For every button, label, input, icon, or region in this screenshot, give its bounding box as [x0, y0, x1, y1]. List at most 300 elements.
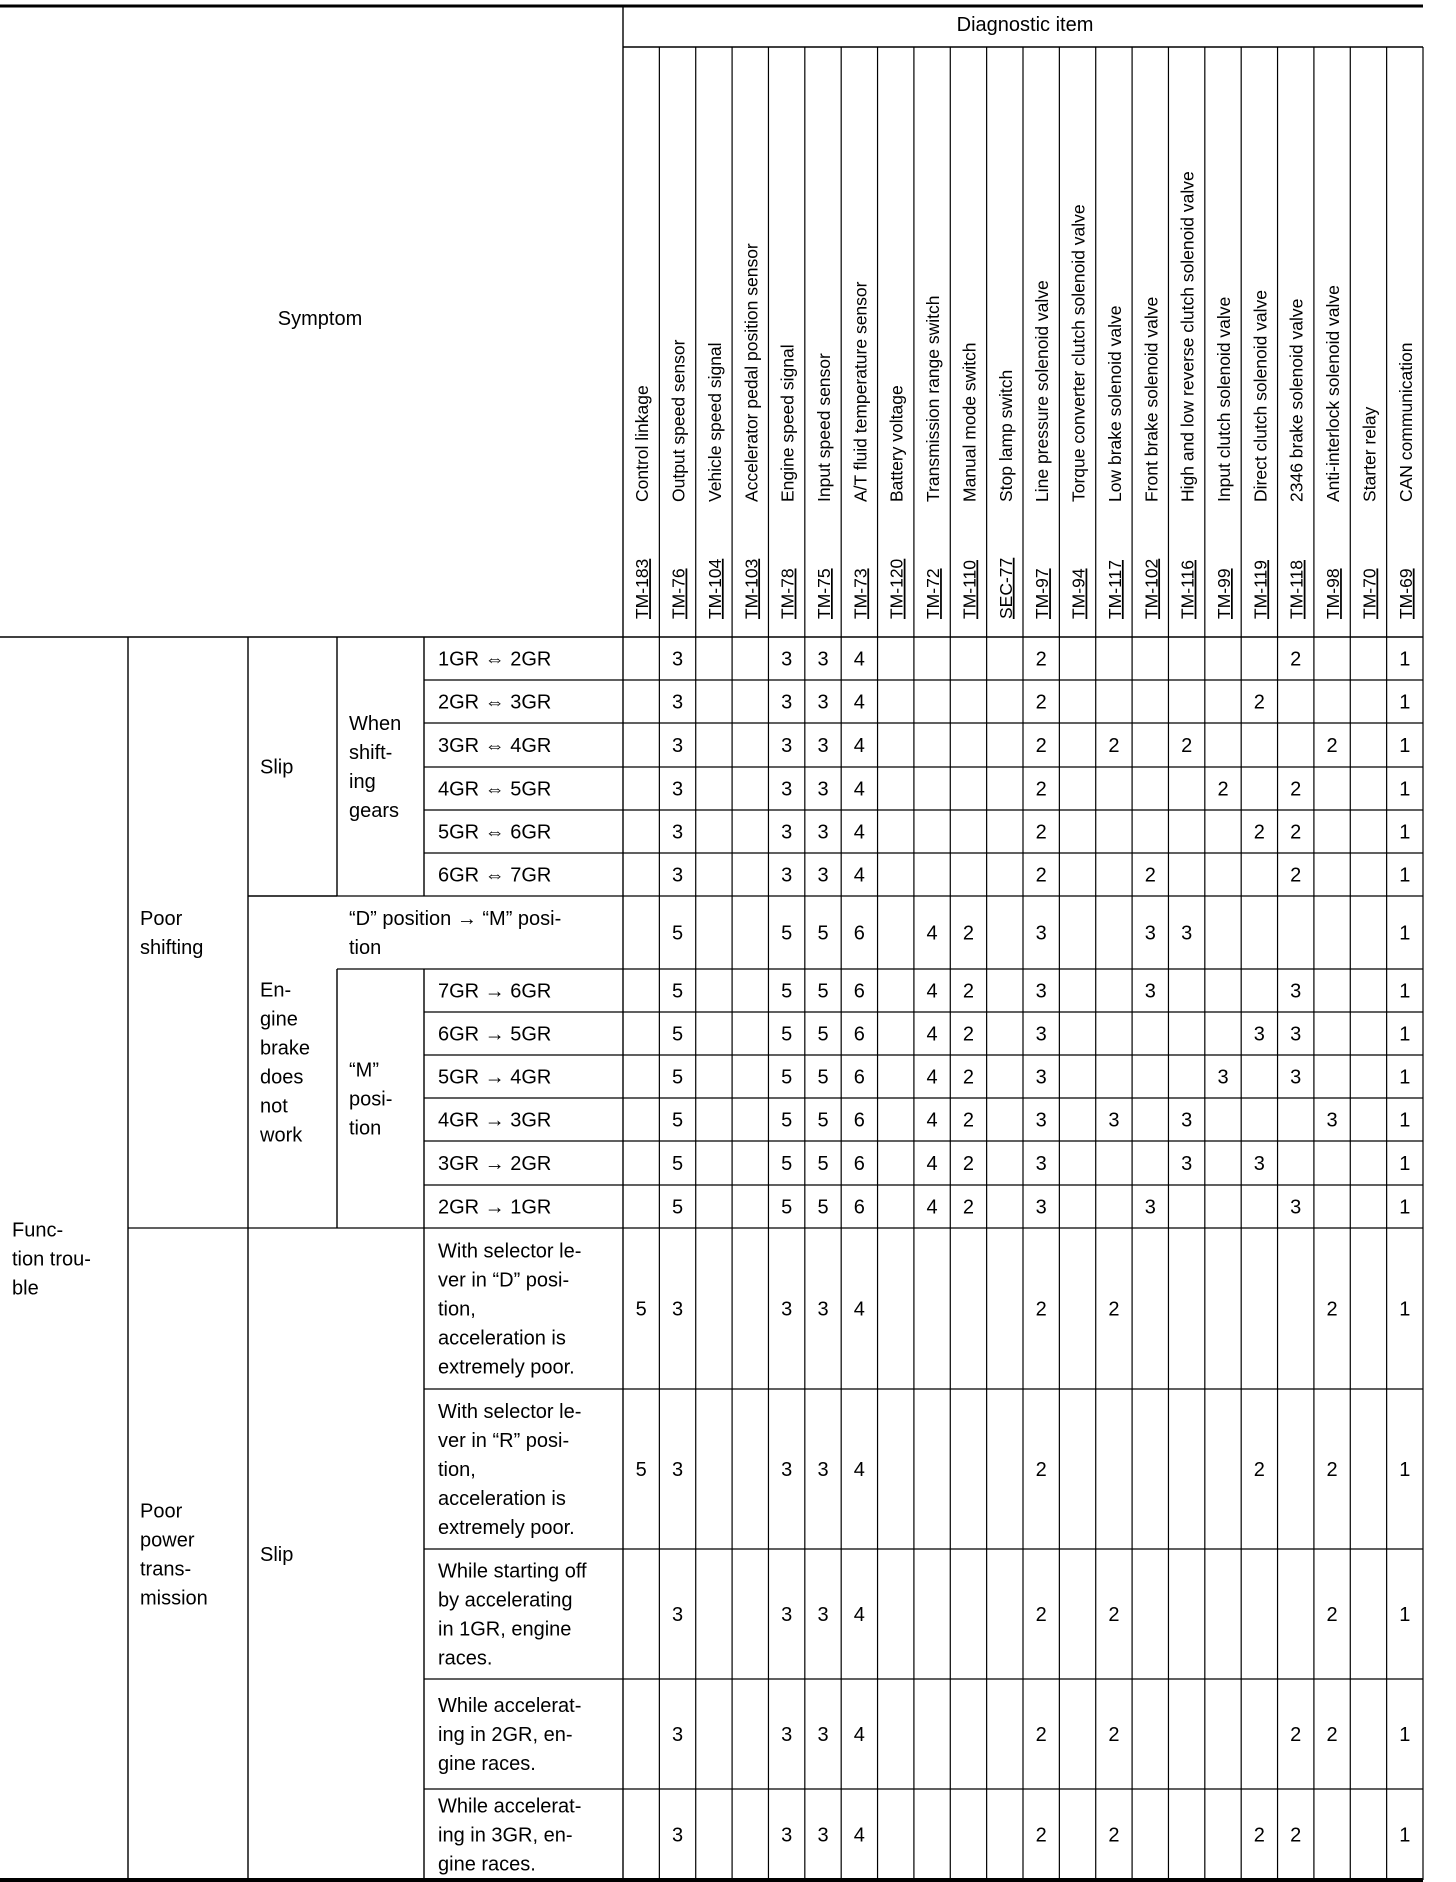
- cell-value: 5: [671, 980, 684, 1003]
- cell-value: 1: [1399, 1196, 1411, 1219]
- cell-value: 5: [817, 1066, 829, 1089]
- table-row: [438, 1695, 1410, 1775]
- cell-value: 3: [671, 1298, 684, 1321]
- cell-value: 3: [1035, 1109, 1047, 1132]
- column-name: Engine speed signal: [777, 344, 798, 502]
- table-row: [438, 692, 1410, 714]
- cell-value: 3: [817, 648, 829, 671]
- table-header: [278, 14, 1416, 619]
- cell-value: 3: [781, 778, 793, 801]
- cell-value: 5: [635, 1459, 647, 1481]
- cell-value: 3: [817, 691, 829, 714]
- symptom-group-line: ing: [349, 771, 376, 793]
- row-symptom-label: 5GR ⇔ 6GR: [438, 821, 552, 844]
- row-symptom-label: 3GR → 2GR: [438, 1153, 552, 1175]
- symptom-group-level-4: [349, 713, 401, 822]
- column-headers: [632, 171, 1416, 619]
- cell-value: 3: [1035, 1196, 1047, 1219]
- cell-value: 2: [1035, 1298, 1047, 1321]
- symptom-group-line: When: [349, 713, 402, 735]
- cell-value: 5: [671, 1196, 684, 1219]
- symptom-group-line: mission: [140, 1587, 208, 1610]
- cell-value: 2: [1035, 1724, 1047, 1746]
- cell-value: 2: [1035, 735, 1047, 757]
- column-name: Front brake solenoid valve: [1141, 296, 1162, 502]
- row-symptom-label: ing in 2GR, en-: [438, 1724, 573, 1746]
- row-symptom-label: 1GR ⇔ 2GR: [438, 648, 552, 671]
- column-name: Stop lamp switch: [995, 369, 1016, 502]
- cell-value: 3: [781, 1724, 793, 1746]
- row-symptom-label: 4GR ⇔ 5GR: [438, 778, 552, 801]
- cell-value: 3: [817, 1604, 829, 1626]
- column-ref-link[interactable]: TM-116: [1177, 560, 1198, 619]
- cell-value: 3: [1326, 1109, 1338, 1132]
- cell-value: 4: [926, 1109, 938, 1132]
- cell-value: 3: [1035, 1153, 1047, 1175]
- cell-value: 3: [671, 691, 684, 714]
- cell-value: 6: [853, 1153, 865, 1175]
- cell-value: 3: [1290, 1196, 1302, 1219]
- row-symptom-label: “D” position → “M” posi-: [349, 908, 562, 930]
- row-symptom-label: 3GR ⇔ 4GR: [438, 735, 552, 757]
- column-header-accelerator-pedal-position-sensor: [741, 243, 761, 619]
- column-name: Vehicle speed signal: [704, 342, 725, 502]
- row-symptom-label: 6GR → 5GR: [438, 1023, 552, 1046]
- column-name: High and low reverse clutch solenoid valve: [1177, 171, 1198, 502]
- table-row: [438, 1024, 1410, 1046]
- symptom-groups: [12, 713, 401, 1610]
- symptom-group-line: power: [140, 1529, 195, 1552]
- cell-value: 3: [671, 1724, 684, 1746]
- table-row: [349, 908, 1410, 959]
- cell-value: 4: [926, 1066, 938, 1089]
- symptom-group-level-3: [259, 980, 310, 1147]
- cell-value: 2: [1108, 1604, 1120, 1626]
- column-name: 2346 brake solenoid valve: [1286, 298, 1307, 502]
- cell-value: 3: [1217, 1066, 1229, 1089]
- symptom-group-line: Func-: [12, 1219, 64, 1242]
- row-symptom-label: ver in “R” posi-: [438, 1430, 570, 1452]
- symptom-header: Symptom: [277, 308, 363, 330]
- cell-value: 1: [1399, 1023, 1411, 1046]
- cell-value: 2: [962, 1109, 975, 1132]
- column-name: Output speed sensor: [668, 339, 689, 502]
- table-row: [438, 1110, 1410, 1132]
- cell-value: 3: [1290, 980, 1302, 1003]
- cell-value: 3: [781, 1298, 793, 1321]
- cell-value: 2: [1108, 1298, 1120, 1321]
- cell-value: 2: [1326, 1459, 1338, 1481]
- cell-value: 4: [853, 1724, 865, 1746]
- column-ref-link[interactable]: TM-117: [1104, 560, 1125, 619]
- cell-value: 2: [1290, 821, 1302, 844]
- column-header-battery-voltage: [887, 385, 907, 619]
- cell-value: 1: [1399, 778, 1411, 801]
- cell-value: 3: [817, 1459, 829, 1481]
- table-row: [438, 779, 1410, 801]
- cell-value: 5: [781, 1109, 793, 1132]
- cell-value: 6: [853, 1023, 865, 1046]
- cell-value: 4: [926, 1023, 938, 1046]
- table-row: [438, 735, 1410, 757]
- table-row: [438, 1153, 1410, 1175]
- row-symptom-label: While accelerat-: [438, 1795, 582, 1818]
- cell-value: 3: [781, 1604, 793, 1626]
- column-header-high-and-low-reverse-clutch-solenoid-valve: [1178, 171, 1198, 619]
- cell-value: 1: [1399, 864, 1411, 887]
- cell-value: 1: [1399, 1153, 1411, 1175]
- cell-value: 4: [853, 648, 865, 671]
- cell-value: 5: [781, 1196, 793, 1219]
- cell-value: 2: [1326, 735, 1338, 757]
- table-row: [438, 822, 1410, 844]
- cell-value: 3: [781, 735, 793, 757]
- table-grid-lines: [0, 6, 1423, 1880]
- column-header-stop-lamp-switch: [996, 370, 1016, 619]
- cell-value: 3: [1035, 980, 1047, 1003]
- column-header-line-pressure-solenoid-valve: [1032, 280, 1052, 619]
- cell-value: 2: [1253, 1824, 1265, 1847]
- cell-value: 2: [1144, 864, 1156, 887]
- symptom-group-line: work: [260, 1124, 303, 1147]
- cell-value: 2: [962, 922, 975, 945]
- cell-value: 2: [1290, 778, 1302, 801]
- cell-value: 2: [1326, 1604, 1338, 1626]
- cell-value: 2: [962, 1153, 975, 1175]
- cell-value: 2: [1035, 864, 1047, 887]
- cell-value: 4: [853, 1824, 865, 1847]
- cell-value: 2: [1035, 778, 1047, 801]
- cell-value: 1: [1399, 1604, 1411, 1626]
- cell-value: 3: [671, 1459, 684, 1481]
- symptom-group-level-1: [12, 1220, 91, 1300]
- cell-value: 4: [853, 735, 865, 757]
- cell-value: 5: [817, 1109, 829, 1132]
- cell-value: 5: [635, 1298, 647, 1321]
- cell-value: 2: [962, 1066, 975, 1089]
- column-header-input-speed-sensor: [814, 353, 834, 619]
- row-symptom-label: by accelerating: [438, 1589, 573, 1612]
- cell-value: 3: [1253, 1153, 1265, 1175]
- symptom-group-line: shifting: [140, 937, 204, 959]
- row-symptom-label: tion: [349, 937, 382, 959]
- cell-value: 1: [1399, 821, 1411, 844]
- cell-value: 1: [1399, 1824, 1411, 1847]
- column-header-control-linkage: [632, 385, 652, 619]
- cell-value: 2: [1108, 735, 1120, 757]
- cell-value: 3: [817, 1824, 829, 1847]
- row-symptom-label: While starting off: [438, 1560, 587, 1583]
- cell-value: 5: [781, 1153, 793, 1175]
- cell-value: 4: [853, 1604, 865, 1626]
- row-symptom-label: in 1GR, engine: [438, 1618, 572, 1641]
- row-symptom-label: ver in “D” posi-: [438, 1269, 570, 1292]
- row-symptom-label: tion,: [438, 1298, 476, 1321]
- column-ref-link[interactable]: SEC-77: [995, 557, 1016, 619]
- table-row: [438, 865, 1410, 887]
- cell-value: 6: [853, 1109, 865, 1132]
- cell-value: 3: [1181, 1153, 1193, 1175]
- symptom-group-line: tion trou-: [12, 1248, 91, 1271]
- diagnostic-item-header: Diagnostic item: [956, 14, 1094, 36]
- cell-value: 2: [962, 1023, 975, 1046]
- cell-value: 3: [1253, 1023, 1265, 1046]
- column-header-output-speed-sensor: [669, 339, 689, 619]
- column-name: Battery voltage: [886, 385, 907, 502]
- row-symptom-label: races.: [438, 1647, 493, 1670]
- symptom-group-level-4: [349, 1060, 392, 1140]
- cell-value: 3: [781, 691, 793, 714]
- cell-value: 5: [817, 980, 829, 1003]
- cell-value: 3: [1144, 1196, 1156, 1219]
- column-ref-link[interactable]: TM-120: [886, 558, 907, 619]
- column-name: Direct clutch solenoid valve: [1250, 289, 1271, 502]
- column-header-starter-relay: [1359, 406, 1379, 619]
- column-name: A/T fluid temperature sensor: [850, 281, 871, 502]
- cell-value: 2: [1290, 1824, 1302, 1847]
- column-header-low-brake-solenoid-valve: [1105, 305, 1125, 619]
- column-header-a-t-fluid-temperature-sensor: [850, 281, 870, 619]
- column-name: Transmission range switch: [923, 295, 944, 502]
- column-header-manual-mode-switch: [959, 342, 979, 619]
- table-row: [438, 981, 1410, 1003]
- cell-value: 2: [1326, 1298, 1338, 1321]
- column-name: CAN communication: [1395, 342, 1416, 502]
- cell-value: 4: [926, 922, 938, 945]
- cell-value: 5: [671, 1023, 684, 1046]
- column-header-front-brake-solenoid-valve: [1141, 297, 1161, 619]
- column-header-input-clutch-solenoid-valve: [1214, 297, 1234, 619]
- row-symptom-label: gine races.: [438, 1853, 536, 1876]
- cell-value: 1: [1399, 735, 1411, 757]
- column-ref-link[interactable]: TM-119: [1250, 560, 1271, 619]
- symptom-group-line: tion: [349, 1117, 382, 1140]
- cell-value: 5: [817, 1023, 829, 1046]
- cell-value: 3: [671, 1604, 684, 1626]
- cell-value: 5: [817, 1196, 829, 1219]
- cell-value: 3: [817, 1724, 829, 1746]
- cell-value: 5: [781, 922, 793, 945]
- column-header-torque-converter-clutch-solenoid-valve: [1069, 204, 1089, 619]
- cell-value: 2: [1108, 1824, 1120, 1847]
- cell-value: 4: [853, 1298, 865, 1321]
- symptom-group-level-2: [140, 1501, 208, 1610]
- cell-value: 4: [853, 691, 865, 714]
- cell-value: 4: [926, 1153, 938, 1175]
- cell-value: 2: [1108, 1724, 1120, 1746]
- cell-value: 2: [962, 980, 975, 1003]
- cell-value: 4: [926, 1196, 938, 1219]
- table-row: [438, 1197, 1410, 1219]
- column-ref-link[interactable]: TM-104: [704, 558, 725, 619]
- symptom-group-line: not: [260, 1095, 288, 1118]
- cell-value: 2: [1035, 648, 1047, 671]
- cell-value: 5: [671, 1066, 684, 1089]
- column-name: Starter relay: [1359, 406, 1380, 502]
- column-ref-link[interactable]: TM-99: [1214, 568, 1234, 619]
- row-symptom-label: 2GR → 1GR: [438, 1196, 552, 1219]
- symptom-group-line: shift-: [349, 742, 393, 764]
- cell-value: 1: [1399, 691, 1411, 714]
- column-name: Control linkage: [632, 385, 653, 502]
- row-symptom-label: gine races.: [438, 1753, 536, 1775]
- cell-value: 3: [817, 821, 829, 844]
- row-symptom-label: 2GR ⇔ 3GR: [438, 691, 552, 714]
- row-symptom-label: tion,: [438, 1459, 476, 1481]
- row-symptom-label: 7GR → 6GR: [438, 980, 552, 1003]
- cell-value: 4: [853, 864, 865, 887]
- cell-value: 3: [671, 1824, 684, 1847]
- cell-value: 2: [1290, 1724, 1302, 1746]
- symptom-group-line: Slip: [260, 756, 294, 779]
- symptom-group-line: Slip: [260, 1544, 294, 1566]
- column-header-transmission-range-switch: [923, 295, 943, 619]
- cell-value: 3: [1290, 1023, 1302, 1046]
- cell-value: 6: [853, 1196, 865, 1219]
- symptom-group-line: Poor: [140, 1500, 183, 1523]
- cell-value: 3: [781, 648, 793, 671]
- column-ref-link[interactable]: TM-94: [1068, 568, 1089, 619]
- cell-value: 5: [817, 922, 829, 945]
- symptom-group-line: En-: [260, 979, 292, 1002]
- column-ref-link[interactable]: TM-75: [814, 568, 834, 619]
- cell-value: 5: [671, 1153, 684, 1175]
- row-symptom-label: extremely poor.: [438, 1356, 575, 1379]
- table-row: [438, 1401, 1410, 1539]
- column-name: Anti-interlock solenoid valve: [1323, 285, 1344, 502]
- cell-value: 2: [1035, 1824, 1047, 1847]
- cell-value: 3: [671, 735, 684, 757]
- cell-value: 4: [926, 980, 938, 1003]
- column-name: Manual mode switch: [959, 342, 980, 502]
- row-symptom-label: 5GR → 4GR: [438, 1066, 552, 1089]
- cell-value: 5: [671, 1109, 684, 1132]
- symptom-group-line: Poor: [140, 908, 183, 930]
- cell-value: 3: [1181, 1109, 1193, 1132]
- cell-value: 3: [1144, 980, 1156, 1003]
- cell-value: 5: [817, 1153, 829, 1175]
- table-body: [349, 649, 1410, 1876]
- cell-value: 2: [1253, 821, 1265, 844]
- cell-value: 5: [671, 922, 684, 945]
- row-symptom-label: With selector le-: [438, 1401, 582, 1423]
- column-ref-link[interactable]: TM-78: [777, 568, 798, 619]
- row-symptom-label: 6GR ⇔ 7GR: [438, 864, 552, 887]
- column-ref-link[interactable]: TM-103: [741, 558, 762, 619]
- cell-value: 2: [1217, 778, 1229, 801]
- cell-value: 2: [1290, 648, 1302, 671]
- cell-value: 1: [1399, 980, 1411, 1003]
- cell-value: 4: [853, 1459, 865, 1481]
- column-ref-link[interactable]: TM-102: [1141, 558, 1162, 619]
- cell-value: 6: [853, 922, 865, 945]
- cell-value: 1: [1399, 1724, 1411, 1746]
- symptom-group-level-2: [140, 908, 203, 959]
- cell-value: 2: [1035, 1604, 1047, 1626]
- cell-value: 2: [1035, 821, 1047, 844]
- column-ref-link[interactable]: TM-69: [1395, 568, 1416, 619]
- cell-value: 3: [1290, 1066, 1302, 1089]
- cell-value: 3: [781, 864, 793, 887]
- column-ref-link[interactable]: TM-98: [1323, 568, 1344, 619]
- cell-value: 4: [853, 821, 865, 844]
- column-ref-link[interactable]: TM-70: [1359, 568, 1380, 619]
- row-symptom-label: While accelerat-: [438, 1695, 582, 1717]
- column-header-anti-interlock-solenoid-valve: [1323, 285, 1343, 619]
- table-row: [438, 1241, 1410, 1379]
- column-ref-link[interactable]: TM-97: [1032, 568, 1053, 619]
- row-symptom-label: ing in 3GR, en-: [438, 1824, 573, 1847]
- cell-value: 3: [817, 1298, 829, 1321]
- cell-value: 3: [817, 735, 829, 757]
- cell-value: 1: [1399, 1109, 1411, 1132]
- cell-value: 3: [781, 1824, 793, 1847]
- symptom-group-level-3: [260, 1544, 293, 1566]
- cell-value: 1: [1399, 1459, 1411, 1481]
- symptom-group-line: does: [260, 1066, 304, 1089]
- table-row: [438, 1796, 1410, 1876]
- cell-value: 1: [1399, 1298, 1411, 1321]
- row-symptom-label: 4GR → 3GR: [438, 1109, 552, 1132]
- column-header-2346-brake-solenoid-valve: [1287, 299, 1307, 619]
- symptom-group-line: gears: [349, 800, 400, 822]
- table-row: [438, 1561, 1410, 1670]
- row-symptom-label: acceleration is: [438, 1488, 566, 1510]
- column-ref-link[interactable]: TM-118: [1286, 560, 1307, 619]
- column-name: Torque converter clutch solenoid valve: [1068, 204, 1089, 502]
- symptom-group-line: “M”: [349, 1059, 379, 1082]
- cell-value: 3: [781, 821, 793, 844]
- cell-value: 2: [1253, 1459, 1265, 1481]
- cell-value: 1: [1399, 922, 1411, 945]
- cell-value: 3: [1035, 1066, 1047, 1089]
- cell-value: 3: [1181, 922, 1193, 945]
- symptom-group-line: posi-: [349, 1088, 393, 1111]
- cell-value: 5: [781, 980, 793, 1003]
- symptom-group-line: brake: [260, 1037, 311, 1060]
- symptom-group-level-3: [260, 757, 293, 779]
- column-header-engine-speed-signal: [778, 344, 798, 619]
- row-symptom-label: With selector le-: [438, 1240, 582, 1263]
- column-ref-link[interactable]: TM-110: [959, 559, 980, 619]
- column-name: Low brake solenoid valve: [1104, 305, 1125, 502]
- table-row: [438, 1067, 1410, 1089]
- column-header-vehicle-speed-signal: [705, 342, 725, 619]
- cell-value: 3: [817, 864, 829, 887]
- cell-value: 3: [781, 1459, 793, 1481]
- column-name: Line pressure solenoid valve: [1032, 280, 1053, 502]
- cell-value: 1: [1399, 1066, 1411, 1089]
- column-name: Input speed sensor: [814, 353, 834, 502]
- cell-value: 6: [853, 1066, 865, 1089]
- cell-value: 3: [671, 648, 684, 671]
- column-name: Input clutch solenoid valve: [1214, 296, 1234, 502]
- column-ref-link[interactable]: TM-73: [850, 568, 871, 619]
- cell-value: 2: [962, 1196, 975, 1219]
- column-ref-link[interactable]: TM-76: [668, 568, 689, 619]
- cell-value: 6: [853, 980, 865, 1003]
- column-ref-link[interactable]: TM-72: [923, 568, 944, 619]
- cell-value: 2: [1035, 1459, 1047, 1481]
- column-name: Accelerator pedal position sensor: [741, 243, 762, 502]
- cell-value: 2: [1253, 691, 1265, 714]
- cell-value: 2: [1290, 864, 1302, 887]
- cell-value: 1: [1399, 648, 1411, 671]
- cell-value: 2: [1326, 1724, 1338, 1746]
- row-symptom-label: acceleration is: [438, 1327, 566, 1350]
- column-ref-link[interactable]: TM-183: [632, 558, 653, 619]
- cell-value: 5: [781, 1023, 793, 1046]
